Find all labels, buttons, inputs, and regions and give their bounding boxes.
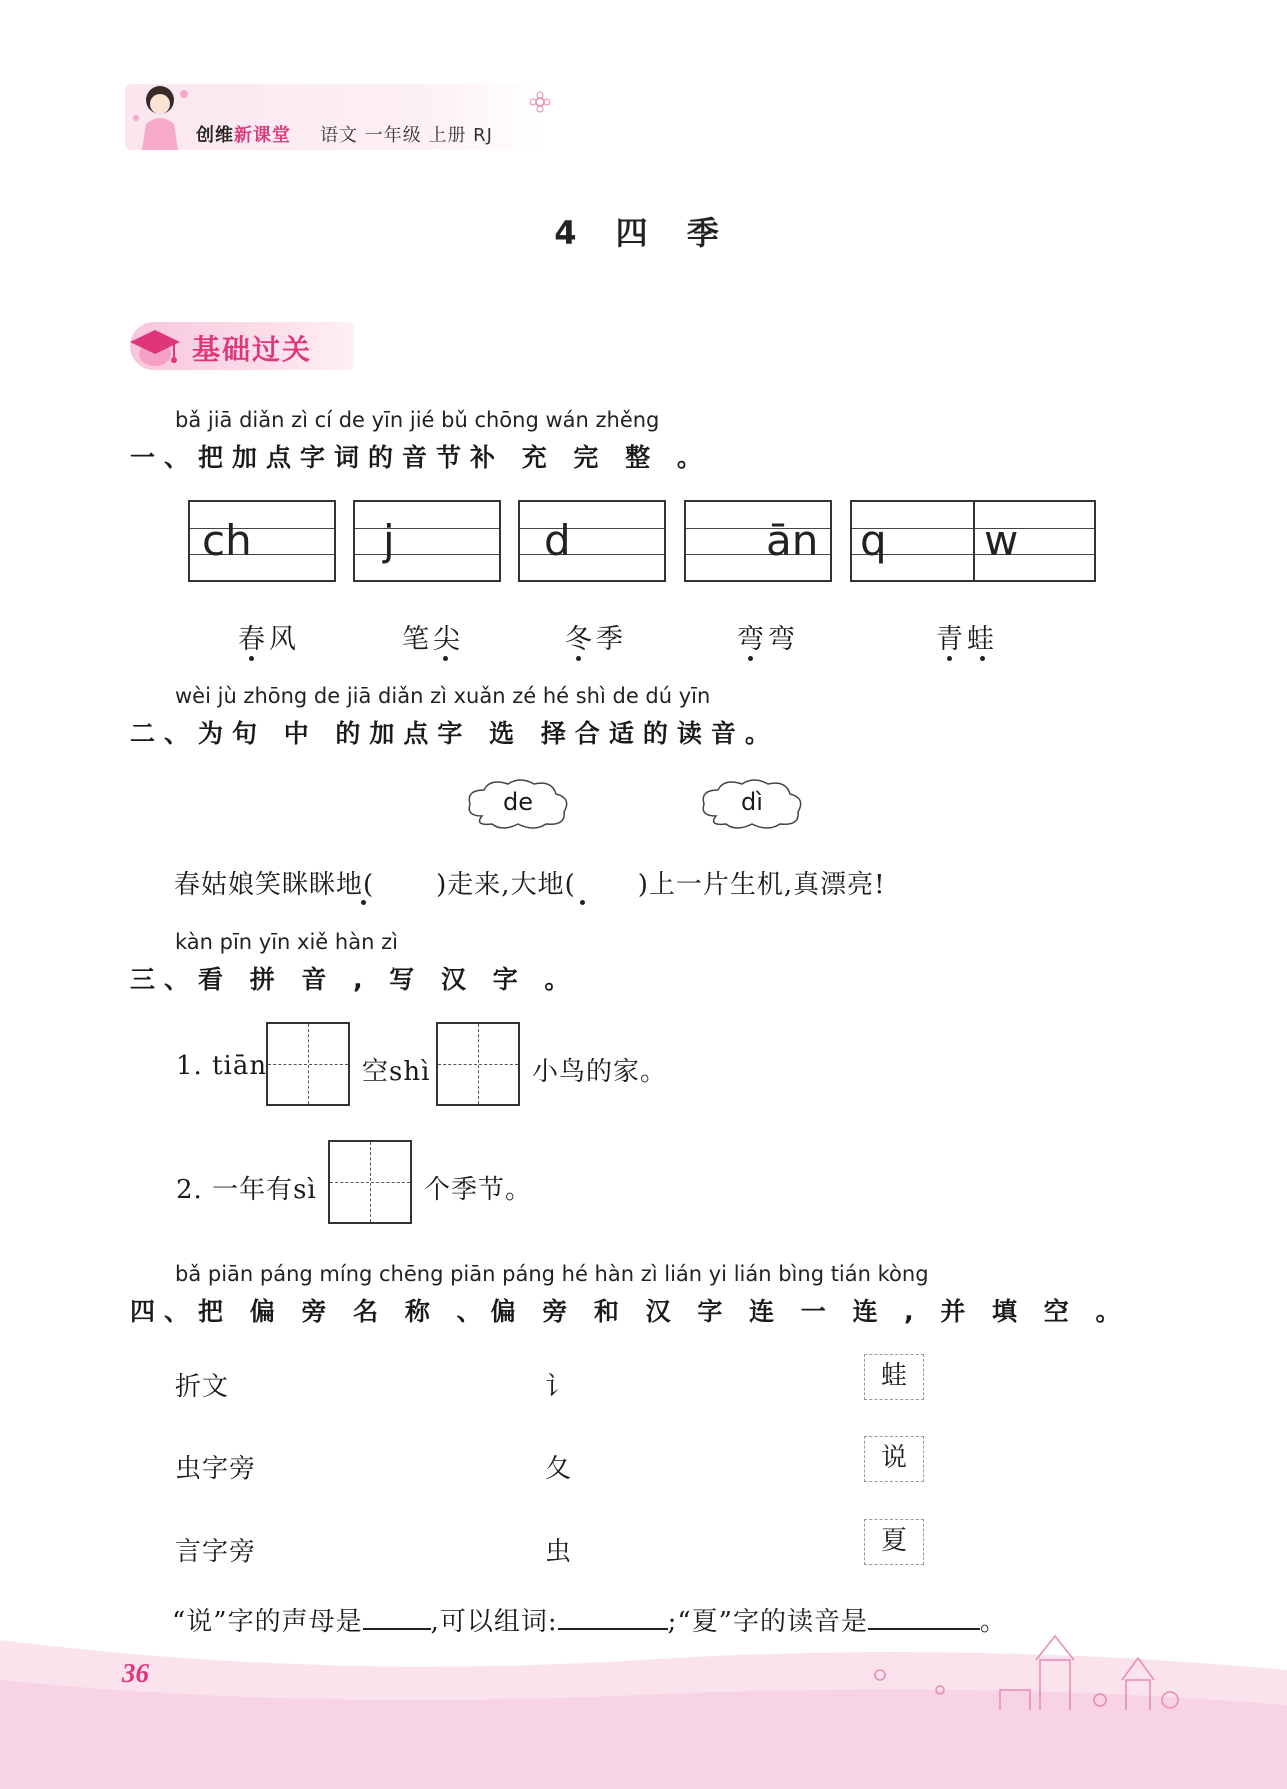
q4-title: 四、把 偏 旁 名 称 、偏 旁 和 汉 字 连 一 连 , 并 填 空 。 bbox=[130, 1297, 1130, 1326]
radical-2[interactable]: 夂 bbox=[545, 1454, 573, 1484]
fill-part-c: ;“夏”字的读音是 bbox=[667, 1607, 868, 1637]
flower-icon bbox=[528, 90, 552, 114]
emphasis-dot bbox=[748, 656, 753, 661]
word-chunfeng: 春风 bbox=[238, 624, 300, 655]
word-wanwan: 弯弯 bbox=[737, 624, 799, 655]
char-box-shuo[interactable]: 说 bbox=[864, 1436, 924, 1482]
q3-item1-prefix: 1. tiān bbox=[176, 1051, 268, 1081]
lesson-title: 4 四 季 bbox=[554, 214, 733, 252]
q2-title: 二、为句 中 的加点字 选 择合适的读音。 bbox=[130, 719, 779, 748]
char-box-wa[interactable]: 蛙 bbox=[864, 1354, 924, 1400]
radical-name-3[interactable]: 言字旁 bbox=[175, 1537, 257, 1567]
subject-info: 语文 一年级 上册 RJ bbox=[320, 125, 493, 146]
emphasis-dot bbox=[249, 656, 254, 661]
pinyin-box-text: ān bbox=[766, 516, 819, 565]
writing-grid-3[interactable] bbox=[328, 1140, 412, 1224]
q3-item1-suffix: 小鸟的家。 bbox=[532, 1057, 668, 1087]
graduation-cap-icon bbox=[128, 324, 182, 370]
emphasis-dot bbox=[580, 900, 585, 905]
girl-illustration-icon bbox=[124, 78, 196, 154]
page-number: 36 bbox=[122, 1658, 149, 1688]
word-qingwa: 青蛙 bbox=[936, 624, 998, 655]
q3-pinyin: kàn pīn yīn xiě hàn zì bbox=[175, 930, 398, 954]
char-box-xia[interactable]: 夏 bbox=[864, 1519, 924, 1565]
pinyin-box-text: ch bbox=[202, 516, 252, 565]
emphasis-dot bbox=[576, 656, 581, 661]
cloud-option-di-label: dì bbox=[741, 788, 763, 816]
fill-part-b: ,可以组词: bbox=[430, 1607, 558, 1637]
pinyin-box-text: j bbox=[383, 516, 395, 565]
pinyin-box-1[interactable] bbox=[188, 500, 336, 582]
pinyin-box-4[interactable] bbox=[684, 500, 832, 582]
pinyin-box-text: d bbox=[544, 516, 571, 565]
pinyin-box-3[interactable] bbox=[518, 500, 666, 582]
cloud-option-de-label: de bbox=[503, 788, 533, 816]
q4-pinyin: bǎ piān páng míng chēng piān páng hé hàn zì lián yi lián bìng tián kòng bbox=[175, 1262, 929, 1286]
q3-title: 三、看 拼 音 , 写 汉 字 。 bbox=[130, 965, 579, 994]
q3-item2-prefix: 2. 一年有sì bbox=[176, 1175, 317, 1205]
radical-1[interactable]: 讠 bbox=[545, 1372, 573, 1402]
fill-part-d: 。 bbox=[979, 1607, 1007, 1637]
sentence-part-c: )上一片生机,真漂亮! bbox=[637, 870, 886, 900]
radical-name-1[interactable]: 折文 bbox=[175, 1372, 230, 1402]
q2-sentence bbox=[174, 864, 886, 901]
sentence-part-b: )走来,大地( bbox=[436, 870, 576, 900]
sentence-part-a: 春姑娘笑眯眯地( bbox=[174, 870, 375, 900]
pinyin-box-text: w bbox=[984, 516, 1019, 565]
emphasis-dot bbox=[361, 900, 366, 905]
q1-title: 一、把加点字词的音节补 充 完 整 。 bbox=[130, 443, 711, 472]
pinyin-box-text: q bbox=[860, 516, 887, 565]
q3-item1-mid: 空shì bbox=[362, 1057, 431, 1087]
writing-grid-2[interactable] bbox=[436, 1022, 520, 1106]
emphasis-dot bbox=[980, 656, 985, 661]
q2-pinyin: wèi jù zhōng de jiā diǎn zì xuǎn zé hé shì de dú yīn bbox=[175, 684, 711, 708]
q3-item2-suffix: 个季节。 bbox=[424, 1175, 533, 1205]
word-dongji: 冬季 bbox=[565, 624, 627, 655]
word-bijian: 笔尖 bbox=[402, 624, 464, 655]
pinyin-box-5[interactable] bbox=[850, 500, 1096, 582]
writing-grid-1[interactable] bbox=[266, 1022, 350, 1106]
q1-pinyin: bǎ jiā diǎn zì cí de yīn jié bǔ chōng wán zhěng bbox=[175, 408, 660, 432]
emphasis-dot bbox=[443, 656, 448, 661]
brand-name: 创维新课堂 bbox=[196, 125, 291, 146]
fill-part-a: “说”字的声母是 bbox=[172, 1607, 363, 1637]
radical-name-2[interactable]: 虫字旁 bbox=[175, 1454, 257, 1484]
footer-wave-decoration bbox=[0, 1600, 1287, 1789]
emphasis-dot bbox=[947, 656, 952, 661]
section-title: 基础过关 bbox=[192, 333, 313, 366]
pinyin-box-2[interactable] bbox=[353, 500, 501, 582]
radical-3[interactable]: 虫 bbox=[545, 1537, 573, 1567]
